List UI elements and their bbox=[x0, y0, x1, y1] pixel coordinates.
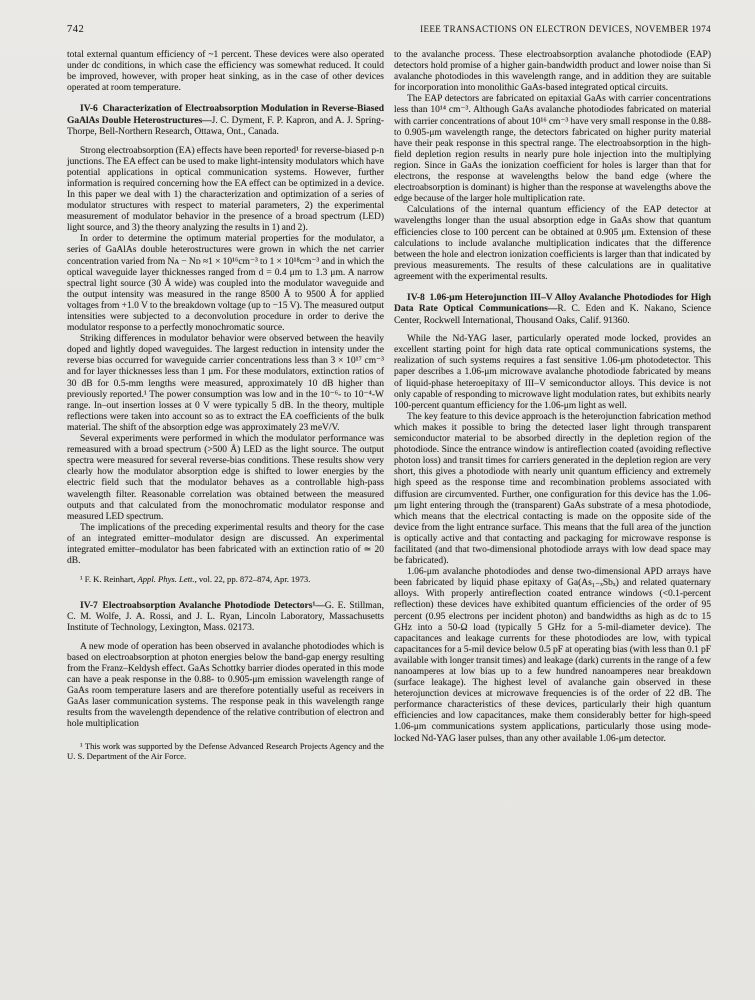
reference-citation bbox=[67, 574, 384, 584]
journal-header: IEEE TRANSACTIONS ON ELECTRON DEVICES, NOVEMBER 1974 bbox=[420, 24, 711, 34]
paragraph: In order to determine the optimum material properties for the modulator, a series of GaAlAs double heterostructures were grown in which the net carrier concentration varied from Nᴀ − Nᴅ ≈1 × 10¹⁶cm⁻³ to 1 × 10¹⁸cm⁻³ and in which the optical waveguide layer thicknesses ranged from d = 0.4 μm to 1.3 μm. A narrow spectral light source (30 Å wide) was coupled into the modulator waveguide and the output intensity was measured in the range 8500 Å to 9500 Å for applied voltages from +1.0 V to the breakdown voltage (up to −15 V). The measured output intensities were subjected to a deconvolution procedure in order to derive the modulator response to a perfectly monochromatic source. bbox=[67, 234, 384, 334]
footnote-block bbox=[67, 731, 384, 776]
section-authors: G. E. Stillman, C. M. Wolfe, J. A. Rossi, and J. L. Ryan, Lincoln Laboratory, Massachusetts Institute of Technology, Lexington, Mass. 02173. bbox=[67, 600, 384, 634]
right-column bbox=[394, 50, 711, 775]
paragraph-continuation: to the avalanche process. These electroabsorption avalanche photodiode (EAP) detectors hold promise of a higher gain-bandwidth product and lower noise than Si avalanche photodiodes in this wavelength range, and in addition they are suitable for incorporation into monolithic GaAs-based integrated optical circuits. bbox=[394, 50, 711, 94]
section-title: IV-6 Characterization of Electroabsorption Modulation in Reverse-Biased GaAlAs Double Heterostructures— bbox=[67, 104, 384, 126]
paragraph: While the Nd-YAG laser, particularly operated mode locked, provides an excellent starting point for high data rate optical communications systems, the realization of such systems requires a fast sensitive 1.06-μm photodetector. This paper describes a 1.06-μm microwave avalanche photodiode fabricated by means of liquid-phase heteroepitaxy of III–V semiconductor alloys. This device is not only capable of responding to microwave light modulation rates, but exhibits nearly 100-percent quantum efficiency for the 1.06-μm light as well. bbox=[394, 334, 711, 411]
section-title: IV-8 1.06-μm Heterojunction III–V Alloy Avalanche Photodiodes for High Data Rate Optical Communications— bbox=[394, 292, 711, 315]
paragraph: Calculations of the internal quantum efficiency of the EAP detector at wavelengths longer than the usual absorption edge in GaAs show that quantum efficiencies close to 100 percent can be obtained at 0.905 μm. Extension of these calculations to include avalanche multiplication indicates that the difference between the hole and electron ionization coefficients is larger than that indicated by previous measurements. The results of these calculations are in qualitative agreement with the experimental results. bbox=[394, 205, 711, 282]
paragraph: A new mode of operation has been observed in avalanche photodiodes which is based on electroabsorption at photon energies below the band-gap energy resulting from the Franz–Keldysh effect. GaAs Schottky barrier diodes operated in this mode can have a peak response in the 0.88- to 0.905-μm emission wavelength range of GaAs room temperature lasers and are therefore potentially useful as receivers in GaAs laser communication systems. The response peak in this wavelength range results from the wavelength dependence of the relative contribution of electron and hole multiplication bbox=[67, 641, 384, 730]
section-heading-iv8 bbox=[394, 293, 711, 327]
footnote: ¹ This work was supported by the Defense Advanced Research Projects Agency and the U. S. Department of the Air Force. bbox=[67, 740, 384, 761]
paragraph: 1.06-μm avalanche photodiodes and dense two-dimensional APD arrays have been fabricated by liquid phase epitaxy of Ga(As₁₋ₓSbₓ) and related quaternary alloys. With properly antireflection coated entrance windows (<0.1-percent reflection) these devices have exhibited quantum efficiencies of the order of 95 percent (0.95 electrons per incident photon) and bandwidths as high as dc to 15 GHz into a 50-Ω load (typically 5 GHz for a 5-mil-diameter device). The capacitances and leakage currents for these photodiodes are low, with typical capacitances for a 5-mil device below 0.5 pF at operating bias (with less than 0.1 pF available with longer transit times) and leakage (dark) currents in the range of a few nanoamperes at low bias up to a few hundred nanoamperes near breakdown (surface leakage). The highest level of avalanche gain observed in these heterojunction devices at microwave frequencies is of the order of 22 dB. The performance characteristics of these devices, particularly their high quantum efficiencies and low capacitances, make them considerably better for high-speed 1.06-μm communications system applications, particularly those using mode-locked Nd-YAG laser pulses, than any other available 1.06-μm detector. bbox=[394, 567, 712, 744]
page-header bbox=[67, 24, 711, 35]
paragraph: Strong electroabsorption (EA) effects have been reported¹ for reverse-biased p-n junctions. The EA effect can be used to make light-intensity modulators which have potential applications in optical communication systems. However, further information is required concerning how the EA effect can be optimized in a device. In this paper we deal with 1) the characterization and optimization of a series of modulator structures with respect to material parameters, 2) the experimental measurement of modulator behavior in the presence of a broad spectrum (LED) light source, and 3) the theory analyzing the results in 1) and 2). bbox=[67, 145, 384, 234]
section-authors: R. C. Eden and K. Nakano, Science Center, Rockwell International, Thousand Oaks, Calif. 91360. bbox=[394, 304, 711, 326]
section-authors: J. C. Dyment, F. P. Kapron, and A. J. Spring-Thorpe, Bell-Northern Research, Ottawa, Ont., Canada. bbox=[67, 115, 384, 138]
reference-text: , vol. 22, pp. 872–874, Apr. 1973. bbox=[194, 574, 311, 585]
journal-name-italic: Appl. Phys. Lett. bbox=[137, 574, 195, 585]
section-heading-iv7 bbox=[67, 601, 384, 635]
paragraph: Several experiments were performed in which the modulator performance was remeasured with a broad spectrum (>500 Å) LED as the light source. The output spectra were measured for several reverse-bias conditions. These results show very clearly how the modulator absorption edge is shifted to lower energies by the electric field such that the modulator behaves as a controllable high-pass wavelength filter. Reasonable correlation was obtained between the measured outputs and that calculated from the monochromatic modulator response and measured LED spectrum. bbox=[67, 434, 384, 522]
page-number: 742 bbox=[67, 24, 85, 35]
two-column-body bbox=[67, 50, 711, 775]
section-title: IV-7 Electroabsorption Avalanche Photodiode Detectors¹— bbox=[80, 600, 325, 611]
paragraph: Striking differences in modulator behavior were observed between the heavily doped and lightly doped waveguides. The largest reduction in intensity under the reverse bias occurred for waveguide carrier concentrations less than 3 × 10¹⁷ cm⁻³ and for layer thicknesses less than 1 μm. For these modulators, extinction ratios of 30 dB for 0.5-mm lengths were measured, approximately 10 dB higher than previously reported.¹ The power consumption was low and in the 10⁻⁶- to 10⁻⁴-W range. In–out insertion losses at 0 V were typically 5 dB. In the theory, multiple reflections were taken into account so as to extract the EA coefficients of the bulk material. The shift of the absorption edge was approximately 23 meV/V. bbox=[67, 334, 384, 433]
paragraph: The EAP detectors are fabricated on epitaxial GaAs with carrier concentrations less than 10¹⁴ cm⁻³. Although GaAs avalanche photodiodes fabricated on material with carrier concentrations of about 10¹⁶ cm⁻³ have very small response in the 0.88- to 0.905-μm wavelength range, the detectors fabricated on higher purity material have their peak response in this spectral range. The electroabsorption in the high-field depletion region results in nearly pure hole injection into the multiplying region. Since in GaAs the ionization coefficient for holes is larger than that for electrons, the response at wavelengths below the band edge (where the electroabsorption is dominant) is higher than the response at wavelengths above the edge because of the larger hole multiplication rate. bbox=[394, 94, 711, 205]
paragraph-continuation: total external quantum efficiency of ~1 percent. These devices were also operated under dc conditions, in which case the efficiency was somewhat reduced. It could be improved, however, with proper heat sinking, as in the case of other devices operated at room temperature. bbox=[67, 50, 384, 94]
left-column bbox=[67, 50, 384, 775]
reference-text: ¹ F. K. Reinhart, bbox=[80, 574, 138, 585]
paragraph: The implications of the preceding experimental results and theory for the case of an integrated emitter–modulator design are discussed. An experimental integrated emitter–modulator has been fabricated with an extinction ratio of ≃ 20 dB. bbox=[67, 522, 384, 567]
section-heading-iv6 bbox=[67, 104, 384, 138]
paragraph: The key feature to this device approach is the heterojunction fabrication method which makes it possible to bring the detected laser light through transparent semiconductor material to be absorbed directly in the depletion region of the photodiode. Since the entrance window is antireflection coated (avoiding reflective photon loss) and transit times for carriers generated in the depletion region are very short, this gives a photodiode with nearly unit quantum efficiency and extremely high speed as the response time and recombination problems associated with diffusion are circumvented. Further, one configuration for this device has the 1.06-μm light entering through the (transparent) GaAs substrate of a mesa photodiode, which means that the electrical contacting is made on the opposite side of the device from the light entrance surface. This means that the full area of the junction is optically active and that contacting and packaging for microwave response is facilitated (and that two-dimensional photodiode arrays with low dead space may be fabricated). bbox=[394, 411, 711, 567]
